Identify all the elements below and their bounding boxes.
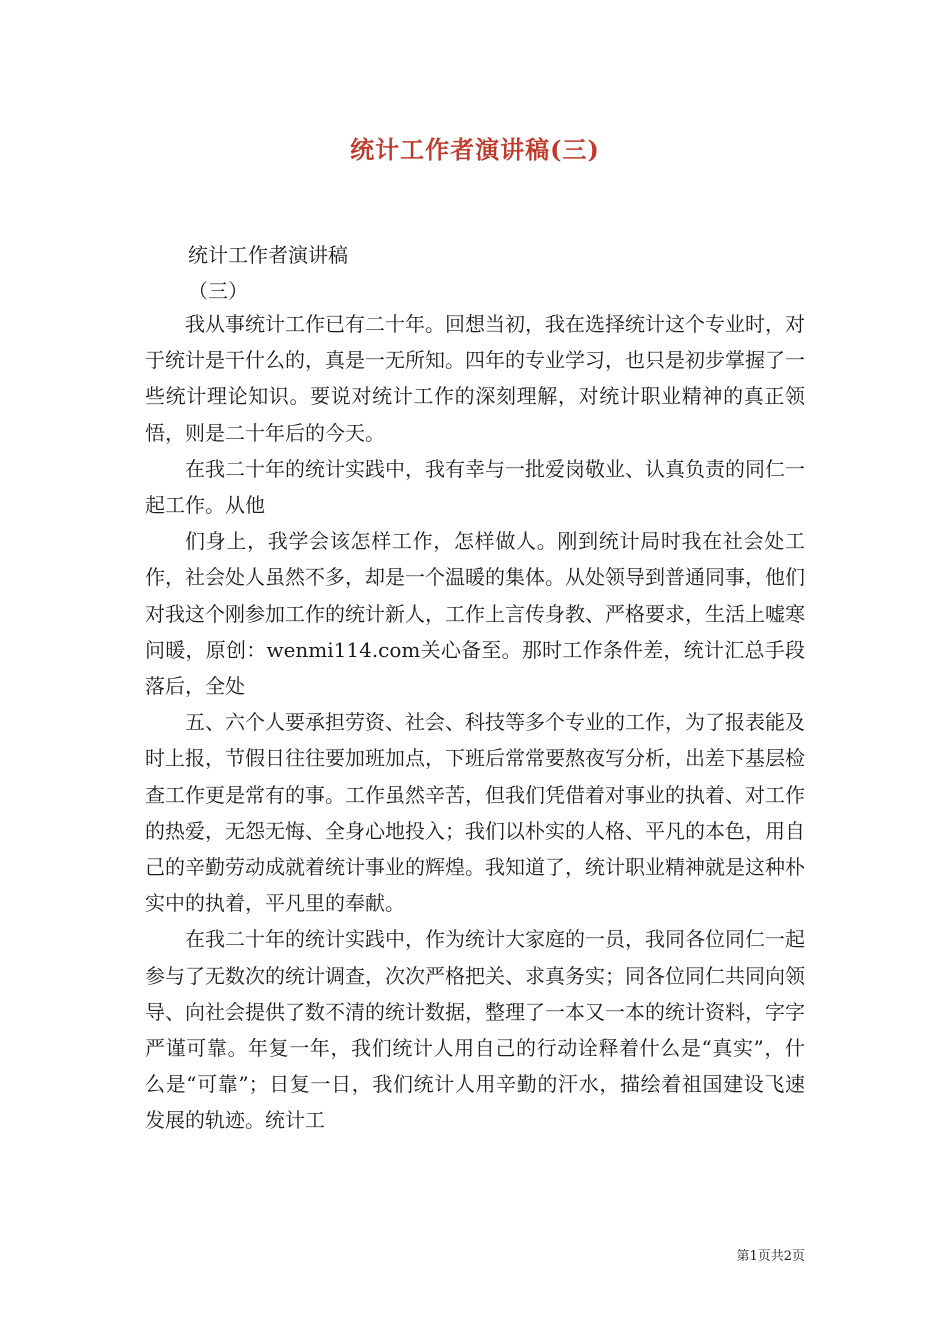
paragraph-3: 们身上，我学会该怎样工作，怎样做人。刚到统计局时我在社会处工作，社会处人虽然不多，却是一个温暖的集体。从处领导到普通同事，他们对我这个刚参加工作的统计新人，工作上言传身教、严格要求，生活上嘘寒问暖，原创：wenmi114.com关心备至。那时工作条件差，统计汇总手段落后，全处 bbox=[145, 529, 805, 699]
paragraph-1: 我从事统计工作已有二十年。回想当初，我在选择统计这个专业时，对于统计是干什么的，真是一无所知。四年的专业学习，也只是初步掌握了一些统计理论知识。要说对统计工作的深刻理解，对统计职业精神的真正领悟，则是二十年后的今天。 bbox=[145, 312, 805, 445]
paragraph-5: 在我二十年的统计实践中，作为统计大家庭的一员，我同各位同仁一起参与了无数次的统计调查，次次严格把关、求真务实；同各位同仁共同向领导、向社会提供了数不清的统计数据，整理了一本又一本的统计资料，字字严谨可靠。年复一年，我们统计人用自己的行动诠释着什么是“真实”，什么是“可靠”；日复一日，我们统计人用辛勤的汗水，描绘着祖国建设飞速发展的轨迹。统计工 bbox=[145, 927, 805, 1133]
document-body bbox=[145, 306, 805, 1139]
document-title: 统计工作者演讲稿(三) bbox=[350, 135, 600, 164]
document-subtitle-part: （三） bbox=[188, 279, 248, 303]
paragraph-4: 五、六个人要承担劳资、社会、科技等多个专业的工作，为了报表能及时上报，节假日往往要加班加点，下班后常常要熬夜写分析，出差下基层检查工作更是常有的事。工作虽然辛苦，但我们凭借着对事业的执着、对工作的热爱，无怨无悔、全身心地投入；我们以朴实的人格、平凡的本色，用自己的辛勤劳动成就着统计事业的辉煌。我知道了，统计职业精神就是这种朴实中的执着，平凡里的奉献。 bbox=[145, 710, 805, 916]
document-subtitle: 统计工作者演讲稿 bbox=[188, 243, 348, 267]
paragraph-2: 在我二十年的统计实践中，我有幸与一批爱岗敬业、认真负责的同仁一起工作。从他 bbox=[145, 456, 805, 518]
page-number: 第1页共2页 bbox=[736, 1249, 805, 1264]
